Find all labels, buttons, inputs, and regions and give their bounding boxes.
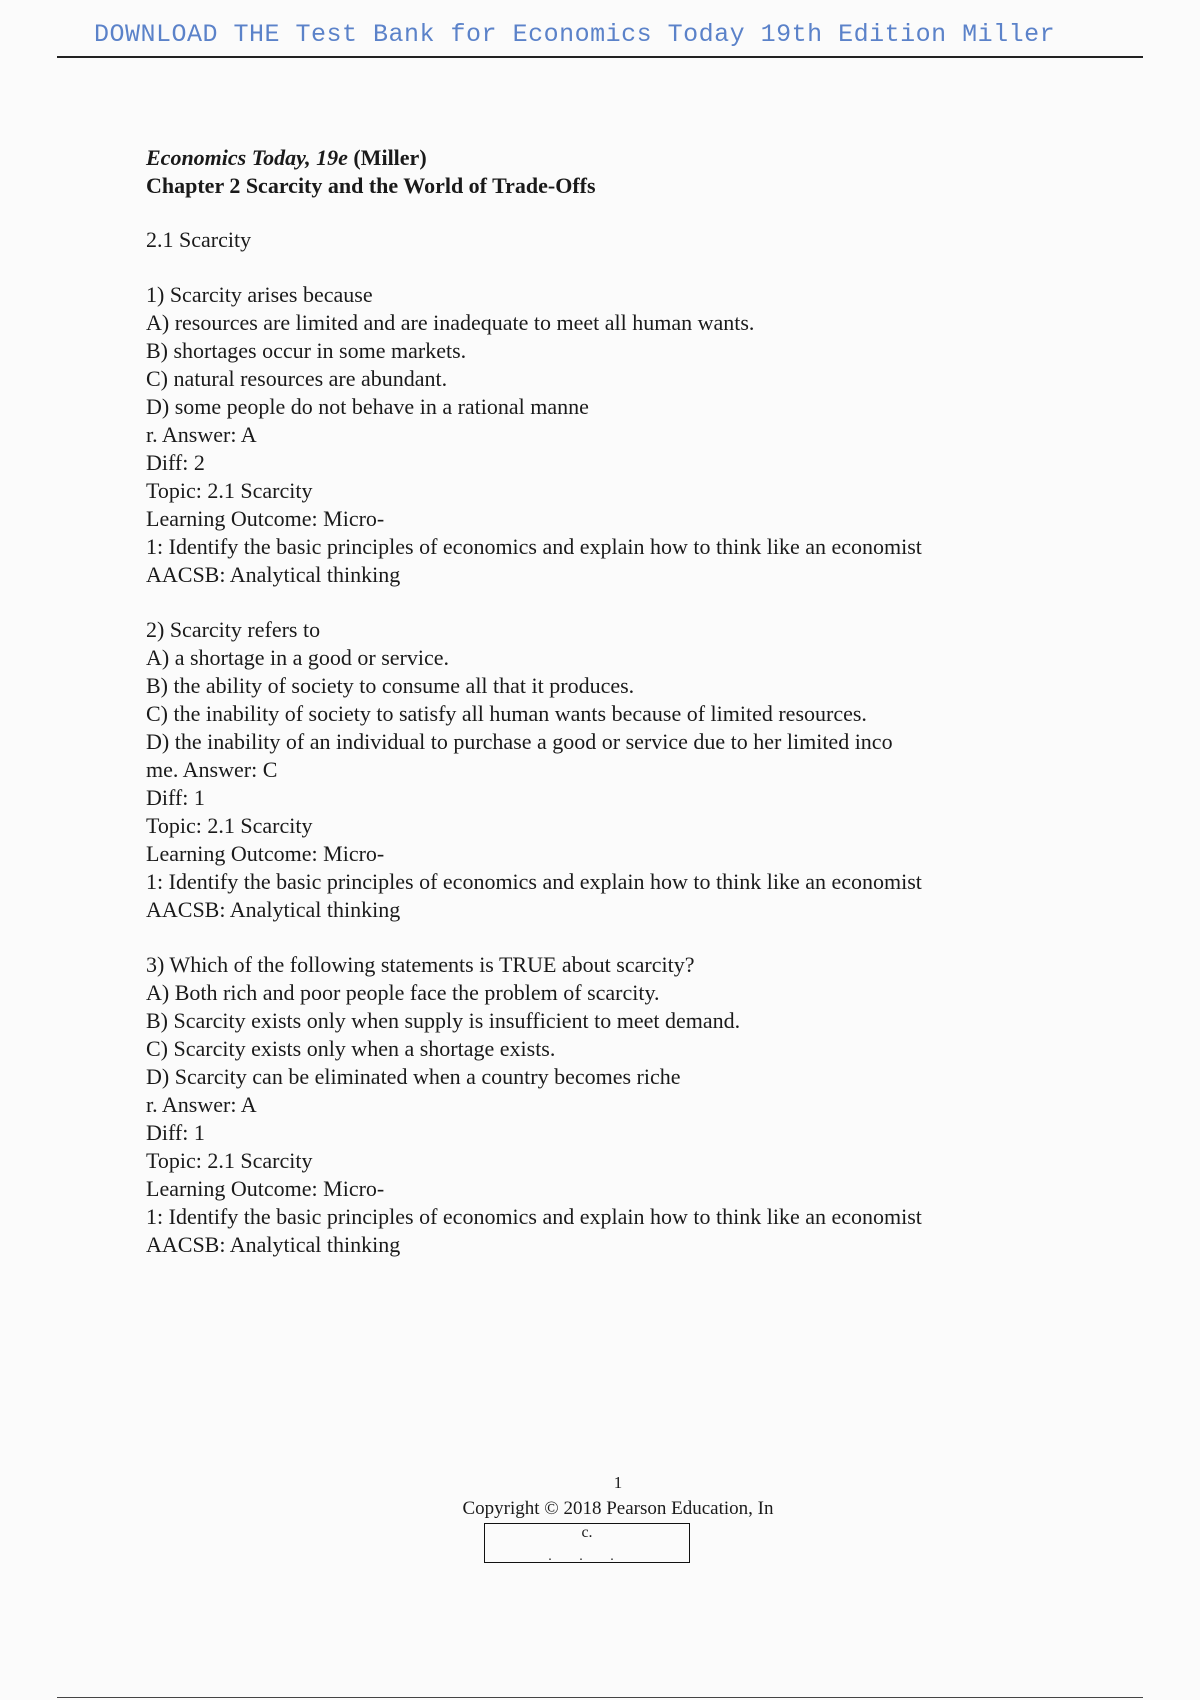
question-line: D) Scarcity can be eliminated when a country becomes riche bbox=[146, 1064, 681, 1089]
book-title-author: (Miller) bbox=[347, 145, 427, 170]
question-line: r. Answer: A bbox=[146, 1092, 257, 1117]
question-line: Topic: 2.1 Scarcity bbox=[146, 1148, 313, 1173]
question-line: B) shortages occur in some markets. bbox=[146, 338, 467, 363]
copyright-box bbox=[484, 1523, 690, 1563]
question-line: C) natural resources are abundant. bbox=[146, 366, 448, 391]
question-block bbox=[146, 951, 1046, 1259]
copyright-dots: . . . bbox=[548, 1549, 626, 1564]
question-line: Topic: 2.1 Scarcity bbox=[146, 813, 313, 838]
question-line: B) the ability of society to consume all that it produces. bbox=[146, 673, 635, 698]
document-body bbox=[146, 144, 1046, 1259]
question-line: Diff: 1 bbox=[146, 785, 205, 810]
question-stem: 1) Scarcity arises because bbox=[146, 282, 373, 307]
question-line: 1: Identify the basic principles of economics and explain how to think like an economist bbox=[146, 869, 922, 894]
question-line: Diff: 1 bbox=[146, 1120, 205, 1145]
chapter-title: Chapter 2 Scarcity and the World of Trade-Offs bbox=[146, 173, 596, 198]
question-line: 1: Identify the basic principles of economics and explain how to think like an economist bbox=[146, 534, 922, 559]
header-rule bbox=[57, 56, 1143, 58]
question-line: C) the inability of society to satisfy all human wants because of limited resources. bbox=[146, 701, 867, 726]
page-number: 1 bbox=[613, 1473, 623, 1492]
question-line: r. Answer: A bbox=[146, 422, 257, 447]
question-line: Learning Outcome: Micro- bbox=[146, 506, 385, 531]
book-title bbox=[146, 144, 1046, 172]
question-line: AACSB: Analytical thinking bbox=[146, 897, 401, 922]
question-line: 1: Identify the basic principles of economics and explain how to think like an economist bbox=[146, 1204, 922, 1229]
question-line: A) Both rich and poor people face the problem of scarcity. bbox=[146, 980, 660, 1005]
question-line: Topic: 2.1 Scarcity bbox=[146, 478, 313, 503]
question-block bbox=[146, 281, 1046, 589]
section-heading: 2.1 Scarcity bbox=[146, 227, 252, 252]
question-line: B) Scarcity exists only when supply is insufficient to meet demand. bbox=[146, 1008, 741, 1033]
copyright-text: Copyright © 2018 Pearson Education, In bbox=[462, 1498, 774, 1519]
question-line: Diff: 2 bbox=[146, 450, 205, 475]
download-banner[interactable]: DOWNLOAD THE Test Bank for Economics Today 19th Edition Miller bbox=[94, 20, 1056, 49]
footer-rule bbox=[57, 1697, 1143, 1698]
question-line: AACSB: Analytical thinking bbox=[146, 1232, 401, 1257]
question-line: A) a shortage in a good or service. bbox=[146, 645, 450, 670]
question-line: Learning Outcome: Micro- bbox=[146, 841, 385, 866]
question-stem: 3) Which of the following statements is TRUE about scarcity? bbox=[146, 952, 695, 977]
question-line: D) the inability of an individual to purchase a good or service due to her limited inco bbox=[146, 729, 893, 754]
question-list bbox=[146, 281, 1046, 1259]
question-stem: 2) Scarcity refers to bbox=[146, 617, 321, 642]
question-block bbox=[146, 616, 1046, 924]
question-line: C) Scarcity exists only when a shortage exists. bbox=[146, 1036, 556, 1061]
question-line: D) some people do not behave in a rational manne bbox=[146, 394, 589, 419]
question-line: A) resources are limited and are inadequate to meet all human wants. bbox=[146, 310, 755, 335]
question-line: Learning Outcome: Micro- bbox=[146, 1176, 385, 1201]
copyright-tail: c. bbox=[581, 1524, 593, 1541]
book-title-italic: Economics Today, 19e bbox=[146, 145, 348, 170]
question-line: me. Answer: C bbox=[146, 757, 278, 782]
question-line: AACSB: Analytical thinking bbox=[146, 562, 401, 587]
page-footer bbox=[0, 1470, 1200, 1522]
